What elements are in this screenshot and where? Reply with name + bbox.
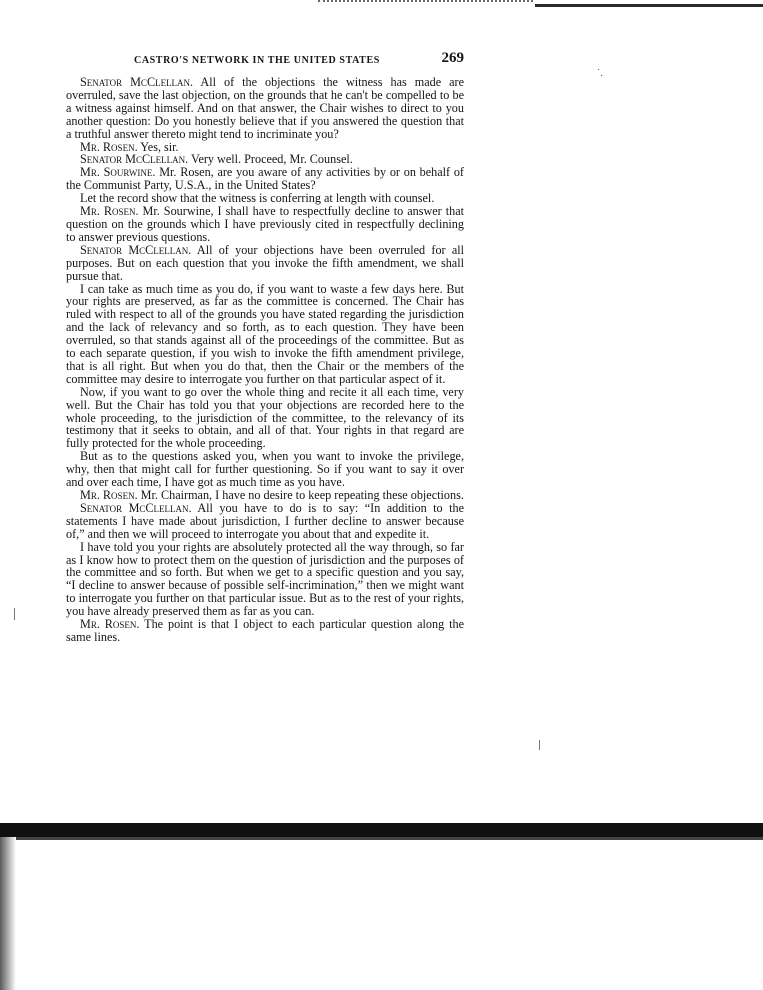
paragraph-text: Mr. Rosen, are you aware of any activities by or on behalf of the Communist Party, U.S.A., in the United States? [66,165,464,193]
speaker-name: Senator McClellan. [80,242,192,257]
speaker-name: Senator McClellan. [80,75,194,89]
paragraph-text: Very well. Proceed, Mr. Counsel. [188,152,353,167]
speaker-name: Senator McClellan. [80,500,192,515]
scan-binding-shadow [0,837,16,990]
paragraph-text: All of the objections the witness has made are overruled, save the last objection, on the grounds that he can't be compelled to be a witness against himself. And on that answer, the Chair wishes to direct to you another question: Do you honestly believe that if you answered the question that a truthful answer thereto might tend to incriminate you? [66,75,464,141]
paragraph-text: Now, if you want to go over the whole thing and recite it all each time, very well. But the Chair has told you that your objections are recorded here to the whole proceeding, to the jurisdiction of the committee, to the relevancy of its testimony that it seeks to obtain, and all of that. Your rights in that regard are fully protected for the whole proceeding. [66,384,464,451]
speaker-name: Mr. Rosen. [80,488,138,502]
paragraph-text: The point is that I object to each particular question along the same lines. [66,617,464,644]
scan-edge-rule [535,4,763,7]
scan-edge-dots [318,0,533,4]
paragraph [66,618,464,644]
paragraph [66,502,464,541]
speaker-name: Mr. Rosen. [80,139,138,154]
paragraph-text: Mr. Sourwine, I shall have to respectfully decline to answer that question on the grounds which I have previously cited in respectfully declining to answer previous questions. [66,204,464,244]
paragraph-text: All you have to do is to say: “In addition to the statements I have made about jurisdiction, I further decline to answer because of,” and then we will proceed to interrogate you about that and expedite it. [66,500,464,541]
running-title: CASTRO'S NETWORK IN THE UNITED STATES [134,55,380,66]
paragraph-text: Yes, sir. [137,139,179,154]
paragraph-text: But as to the questions asked you, when you want to invoke the privilege, why, then that might call for further questioning. So if you want to say it over and over each time, I have got as much time as you have. [66,449,464,490]
speaker-name: Mr. Rosen. [80,617,140,632]
scan-speck: ˙. [597,68,603,79]
page-header [66,50,464,72]
paragraph-text: Let the record show that the witness is conferring at length with counsel. [80,191,435,206]
page-number: 269 [441,50,464,66]
paragraph [66,205,464,244]
paragraph [66,386,464,451]
paragraph-text: Mr. Chairman, I have no desire to keep repeating these objections. [137,488,464,502]
speaker-name: Senator McClellan. [80,152,189,167]
scan-bottom-edge [16,837,763,840]
paragraph [66,244,464,283]
speaker-name: Mr. Rosen. [80,204,139,219]
paragraph [66,76,464,141]
paragraph [66,541,464,618]
scan-bottom-band [0,823,763,837]
paragraph-text: All of your objections have been overruled for all purposes. But on each question that you invoke the fifth amendment, we shall pursue that. [66,242,465,283]
paragraph [66,450,464,489]
paragraph-text: I have told you your rights are absolutely protected all the way through, so far as I know how to protect them on the question of jurisdiction and the purposes of the committee and so forth. But when we get to a specific question and you say, “I decline to answer because of possible self-incrimination,” then we might want to interrogate you further on that particular issue. But as to the rest of your rights, you have already preserved them as far as you can. [66,539,464,619]
paragraph [66,283,464,386]
margin-mark [14,608,15,620]
transcript-body [66,76,464,644]
paragraph [66,166,464,192]
paragraph-text: I can take as much time as you do, if you want to waste a few days here. But your rights are preserved, as far as the committee is concerned. The Chair has ruled with respect to all of the grounds you have stated regarding the jurisdiction and the lack of relevancy and so forth, as to each question. They have been overruled, so that stands against all of the proceedings of the committee. But as to each separate question, if you wish to invoke the fifth amendment privilege, that is all right. But when you do that, then the Chair or the members of the committee may desire to interrogate you further on that particular aspect of it. [66,281,464,386]
speaker-name: Mr. Sourwine. [80,165,156,180]
margin-mark [539,740,540,750]
